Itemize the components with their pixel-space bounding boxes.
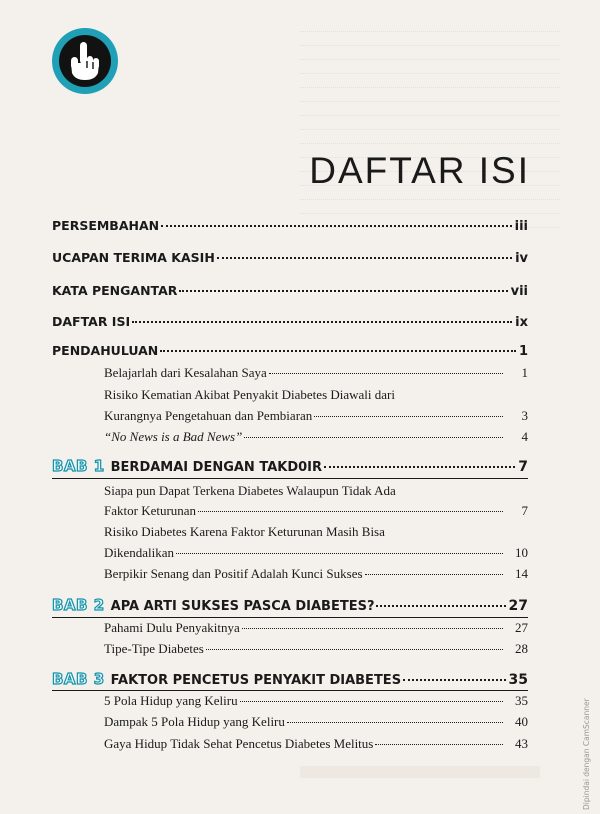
toc-chapter-bab-1: BAB 1 BERDAMAI DENGAN TAKD0IR 7 [52, 457, 528, 475]
toc-subentry: “No News is a Bad News” 4 [104, 429, 528, 444]
toc-subentry: 5 Pola Hidup yang Keliru 35 [104, 693, 528, 708]
toc-entry-persembahan: PERSEMBAHAN iii [52, 218, 528, 234]
toc-subentry-line: Siapa pun Dapat Terkena Diabetes Walaupun Tidak Ada [104, 483, 396, 498]
toc-subentry: Kurangnya Pengetahuan dan Pembiaran 3 [104, 408, 528, 423]
chapter-rule [52, 478, 528, 479]
chapter-rule [52, 690, 528, 691]
toc-chapter-bab-3: BAB 3 FAKTOR PENCETUS PENYAKIT DIABETES 35 [52, 670, 528, 688]
show-through-texture [300, 18, 560, 228]
chapter-number: BAB 1 [52, 457, 105, 475]
toc-subentry: Dikendalikan 10 [104, 545, 528, 560]
chapter-number: BAB 3 [52, 670, 105, 688]
toc-entry-daftar-isi: DAFTAR ISI ix [52, 314, 528, 330]
chapter-rule [52, 617, 528, 618]
toc-entry-kata-pengantar: KATA PENGANTAR vii [52, 283, 528, 299]
toc-subentry: Dampak 5 Pola Hidup yang Keliru 40 [104, 714, 528, 729]
toc-subentry: Tipe-Tipe Diabetes 28 [104, 641, 528, 656]
scanner-watermark: Dipindai dengan CamScanner [582, 698, 591, 810]
chapter-number: BAB 2 [52, 596, 105, 614]
toc-subentry: Pahami Dulu Penyakitnya 27 [104, 620, 528, 635]
toc-subentry-line: Risiko Diabetes Karena Faktor Keturunan Masih Bisa [104, 524, 385, 539]
toc-entry-ucapan-terima-kasih: UCAPAN TERIMA KASIH iv [52, 250, 528, 266]
book-logo [52, 28, 118, 94]
pointing-finger-icon [59, 35, 111, 87]
toc-subentry: Berpikir Senang dan Positif Adalah Kunci Sukses 14 [104, 566, 528, 581]
toc-subentry: Gaya Hidup Tidak Sehat Pencetus Diabetes Melitus 43 [104, 736, 528, 751]
page-title: DAFTAR ISI [309, 150, 530, 191]
toc-subentry-line: Risiko Kematian Akibat Penyakit Diabetes Diawali dari [104, 387, 395, 402]
toc-subentry: Belajarlah dari Kesalahan Saya 1 [104, 365, 528, 380]
toc-subentry: Faktor Keturunan 7 [104, 503, 528, 518]
toc-entry-pendahuluan: PENDAHULUAN 1 [52, 343, 528, 359]
show-through-footer [300, 766, 540, 778]
toc-chapter-bab-2: BAB 2 APA ARTI SUKSES PASCA DIABETES? 27 [52, 596, 528, 614]
